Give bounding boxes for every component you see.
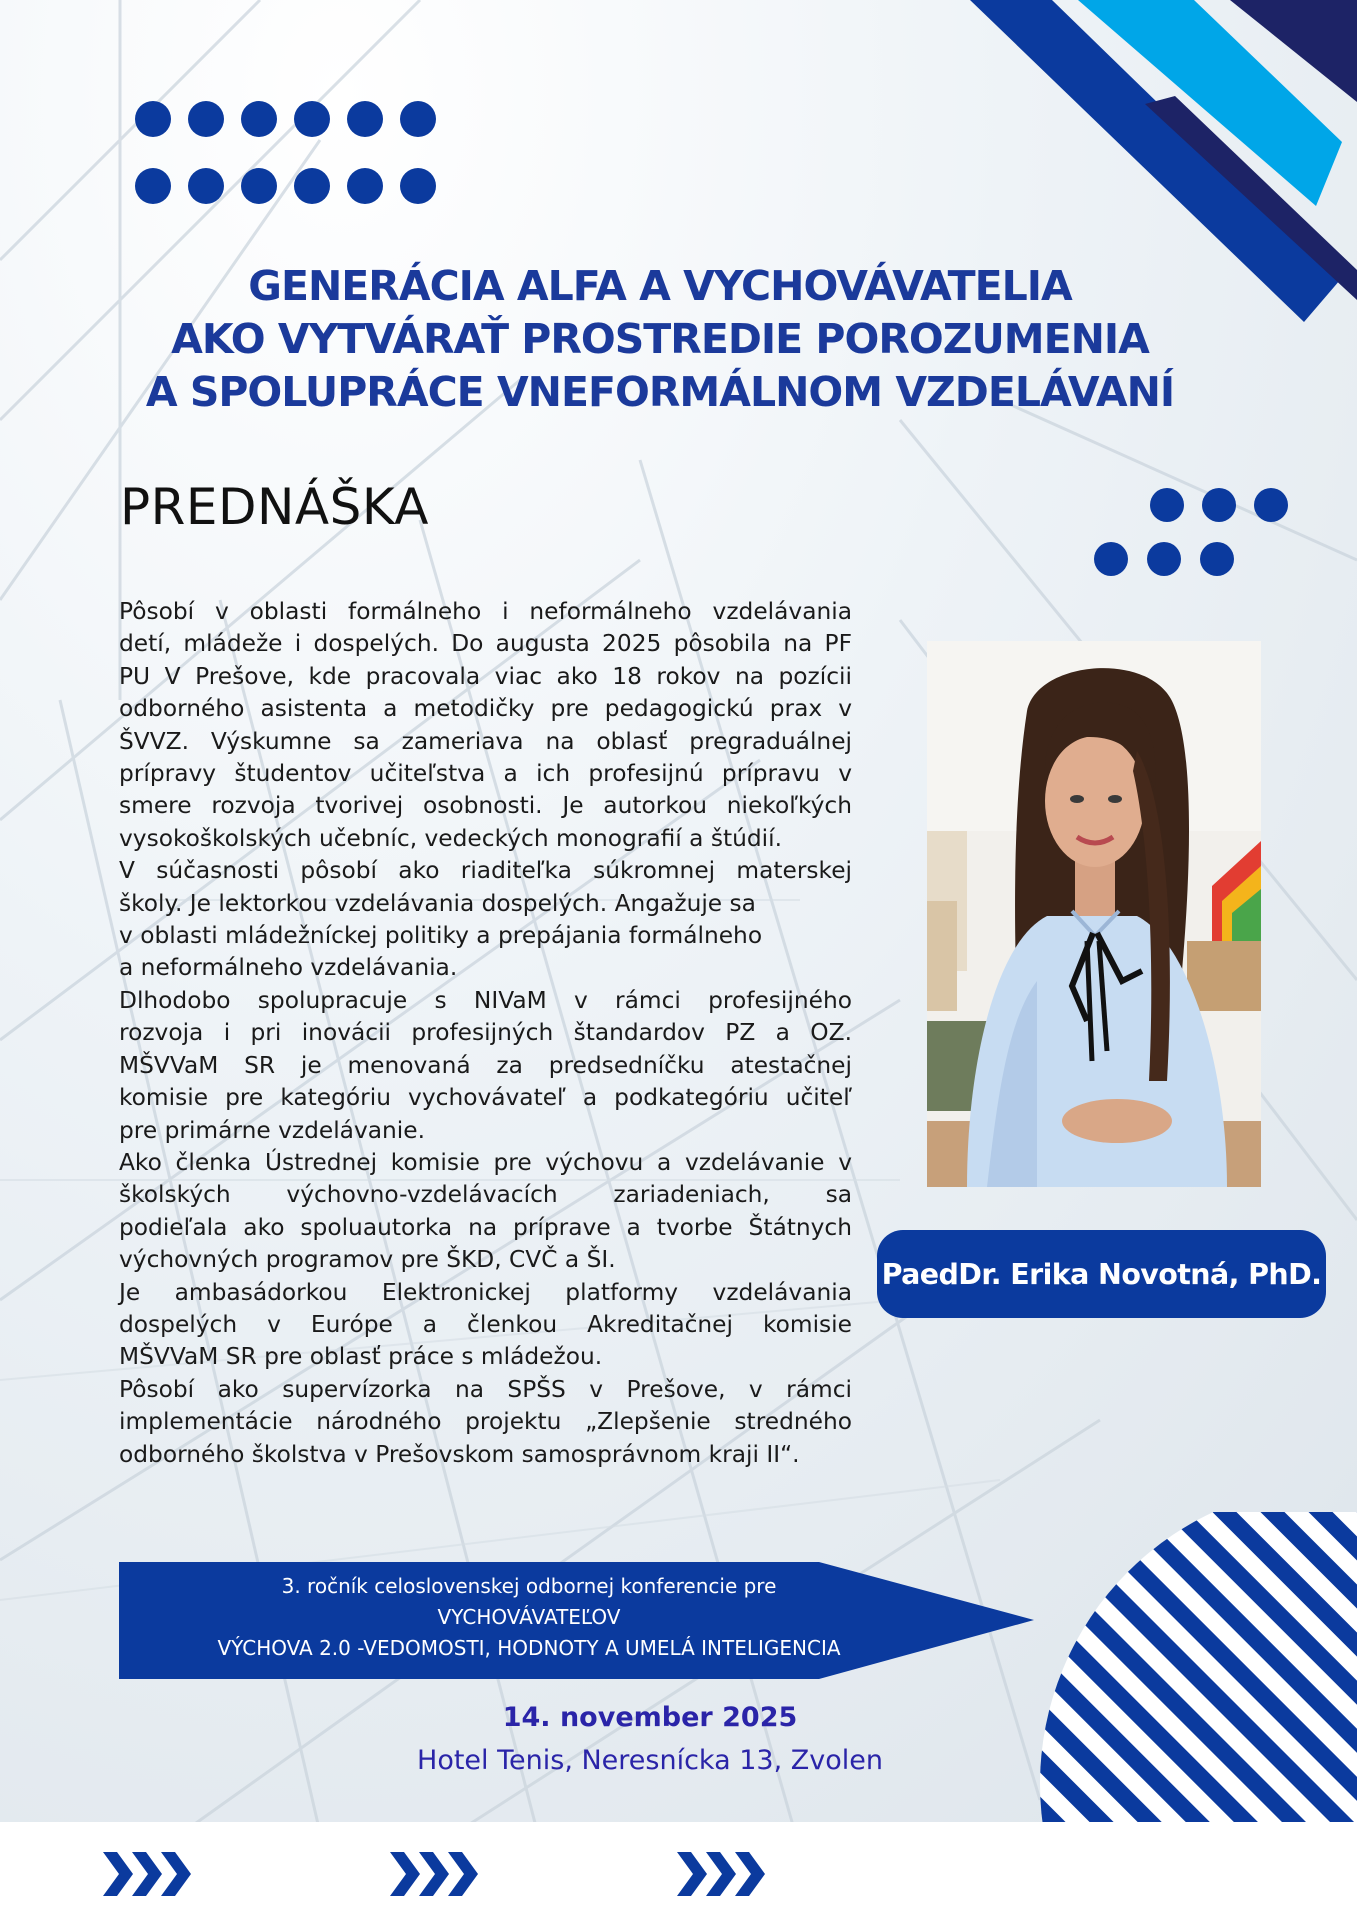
bio-line: implementácie národného projektu „Zlepšenie stredného	[119, 1408, 852, 1436]
title-line: GENERÁCIA ALFA A VYCHOVÁVATELIA	[248, 262, 1072, 310]
chevrons-icon	[103, 1852, 193, 1896]
bio-line: Pôsobí ako supervízorka na SPŠS v Prešove, v rámci	[119, 1375, 852, 1403]
speaker-name-box	[877, 1230, 1326, 1318]
bio-line: pre primárne vzdelávanie.	[119, 1116, 425, 1144]
chevrons-icon	[677, 1852, 767, 1896]
bio-line: školských výchovno-vzdelávacích zariadeniach, sa	[119, 1181, 852, 1209]
chevrons-icon	[390, 1852, 480, 1896]
event-date: 14. november 2025	[502, 1702, 798, 1733]
dots-decoration-top	[135, 101, 436, 204]
speaker-photo	[927, 641, 1261, 1187]
bio-line: PU V Prešove, kde pracovala viac ako 18 rokov na pozícii	[119, 662, 852, 690]
bio-line: MŠVVaM SR je menovaná za predsedníčku atestačnej	[119, 1051, 852, 1079]
page-title	[100, 260, 1220, 419]
banner-line: VYCHOVÁVATEĽOV	[437, 1605, 621, 1629]
bio-line: Ako členka Ústrednej komisie pre výchovu a vzdelávanie v	[119, 1148, 852, 1176]
event-venue: Hotel Tenis, Neresnícka 13, Zvolen	[417, 1745, 883, 1776]
bio-line: V súčasnosti pôsobí ako riaditeľka súkromnej materskej	[119, 857, 852, 885]
bio-line: detí, mládeže i dospelých. Do augusta 2025 pôsobila na PF	[119, 630, 852, 658]
bio-line: odborného asistenta a metodičky pre pedagogickú prax v	[119, 695, 852, 723]
bio-line: rozvoja i pri inovácii profesijných štandardov PZ a OZ.	[119, 1019, 852, 1047]
banner-line: 3. ročník celoslovenskej odbornej konferencie pre	[281, 1574, 777, 1598]
bio-line: smere rozvoja tvorivej osobnosti. Je autorkou niekoľkých	[119, 792, 852, 820]
bio-line: vysokoškolských učebníc, vedeckých monografií a štúdií.	[119, 824, 783, 852]
bio-line: Pôsobí v oblasti formálneho i neformálneho vzdelávania	[119, 598, 852, 625]
bio-line: MŠVVaM SR pre oblasť práce s mládežou.	[119, 1343, 603, 1371]
bio-line: Dlhodobo spolupracuje s NIVaM v rámci profesijného	[119, 986, 852, 1014]
bio-line: komisie pre kategóriu vychovávateľ a podkategóriu učiteľ	[119, 1084, 852, 1112]
bio-line: dospelých v Európe a členkou Akreditačnej komisie	[119, 1310, 852, 1338]
bio-line: podieľala ako spoluautorka na príprave a tvorbe Štátnych	[119, 1213, 852, 1241]
bio-line: prípravy študentov učiteľstva a ich profesijnú prípravu v	[119, 760, 852, 788]
title-line: A SPOLUPRÁCE VNEFORMÁLNOM VZDELÁVANÍ	[145, 368, 1175, 416]
dots-decoration-right-lower	[1094, 542, 1234, 576]
bio-line: školy. Je lektorkou vzdelávania dospelých. Angažuje sa	[119, 889, 756, 917]
title-line: AKO VYTVÁRAŤ PROSTREDIE POROZUMENIA	[171, 315, 1149, 363]
dots-decoration-right-upper	[1150, 488, 1288, 522]
bio-line: a neformálneho vzdelávania.	[119, 954, 458, 982]
bio-line: odborného školstva v Prešovskom samosprávnom kraji II“.	[119, 1440, 800, 1468]
bio-line: výchovných programov pre ŠKD, CVČ a ŠI.	[119, 1246, 616, 1274]
bio-line: v oblasti mládežníckej politiky a prepájania formálneho	[119, 922, 763, 950]
banner-line: VÝCHOVA 2.0 -VEDOMOSTI, HODNOTY A UMELÁ INTELIGENCIA	[217, 1636, 841, 1660]
speaker-name: PaedDr. Erika Novotná, PhD.	[881, 1257, 1322, 1291]
conference-banner	[119, 1571, 939, 1664]
lecture-label: PREDNÁŠKA	[120, 478, 429, 536]
bio-line: Je ambasádorkou Elektronickej platformy vzdelávania	[119, 1278, 852, 1306]
speaker-bio	[119, 596, 852, 1471]
bio-line: ŠVVZ. Výskumne sa zameriava na oblasť pregraduálnej	[119, 727, 852, 755]
